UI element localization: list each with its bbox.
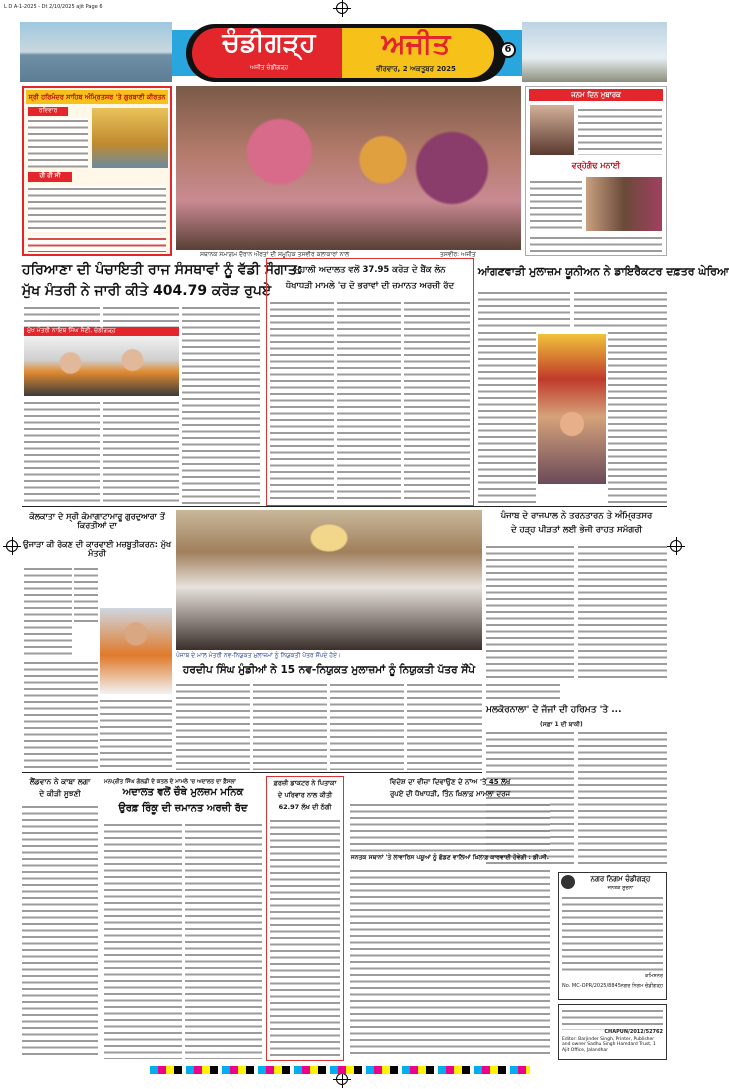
anganwadi-protest-photo bbox=[538, 334, 606, 484]
subhead-haryana: ਮੁੱਖ ਮੰਤਰੀ ਨੇ ਜਾਰੀ ਕੀਤੇ 404.79 ਕਰੋੜ ਰੁਪਏ bbox=[22, 283, 272, 299]
minister-photo bbox=[100, 608, 172, 694]
subhead-landvan: ਦੇ ਕੀੜੀ ਸੂਝਣੀ bbox=[39, 789, 81, 798]
amount-fake-doctor: 62.97 ਲੱਖ ਦੀ ਠੱਗੀ bbox=[278, 803, 332, 811]
masthead-oval bbox=[186, 24, 506, 82]
masthead-brand: ਅਜੀਤ bbox=[381, 27, 451, 60]
print-slug: L D A-1-2025 - Dt 2/10/2025 ajit Page 6 bbox=[4, 4, 103, 10]
main-photo-credit: ਤਸਵੀਰ: ਅਜੀਤ bbox=[440, 251, 476, 258]
imprint-text: Editor: Barjinder Singh, Printer, Publisher and owner Sadhu Singh Hamdard Trust, 1 Ajit Office, Jalandhar bbox=[562, 1037, 656, 1053]
municipal-notice bbox=[558, 872, 667, 1000]
anniversary-title: ਵਰ੍ਹੇਗੰਢ ਮਨਾਈ bbox=[571, 161, 621, 170]
kicker-court: ਮਨਪ੍ਰੀਤ ਸਿੰਘ ਗੋਲਡੀ ਦੇ ਕਤਲ ਦੇ ਮਾਮਲੇ 'ਚ ਅਦਾਲਤ ਦਾ ਫ਼ੈਸਲਾ bbox=[104, 779, 236, 785]
left-box-label: ਹੀ ਹੀ ਸੀ bbox=[28, 172, 72, 182]
masthead-tagline: ਅਜੀਤ ਚੰਡੀਗੜ੍ਹ bbox=[249, 64, 289, 71]
headline-visa-fraud: ਵਿਦੇਸ਼ ਦਾ ਵੀਜ਼ਾ ਦਿਵਾਉਣ ਦੇ ਨਾਂਅ 'ਤੇ 45 ਲੱਖ bbox=[389, 778, 511, 786]
notice-ref: No. MC-OPR/2025/8845 bbox=[562, 983, 621, 989]
masthead-lake-photo bbox=[20, 22, 172, 82]
headline-fake-doctor: ਫ਼ਰਜ਼ੀ ਡਾਕਟਰ ਨੇ ਪਿਤਾਕਾ bbox=[273, 779, 337, 787]
haryana-photo-label: ਮੁੱਖ ਮੰਤਰੀ ਨਾਇਬ ਸਿੰਘ ਸੈਣੀ, ਚੰਡੀਗੜ੍ਹ bbox=[24, 327, 179, 336]
headline-landvan: ਲੈਂਡਵਾਨ ਨੇ ਕਾਬਾ ਲਗਾ bbox=[29, 777, 91, 786]
masthead-date: ਵੀਰਵਾਰ, 2 ਅਕਤੂਬਰ 2025 bbox=[376, 65, 456, 73]
subhead-kolkata: ਉਜਾੜਾ ਕੀ ਰੋਕਣ ਦੀ ਕਾਰਵਾਈ ਮਜ਼ਬੂਤੀਕਰਨ: ਮੁੱਖ ਮੰਤਰੀ bbox=[22, 540, 172, 559]
headline-governor: ਪੰਜਾਬ ਦੇ ਰਾਜਪਾਲ ਨੇ ਤਰਨਤਾਰਨ ਤੇ ਅੰਮ੍ਰਿਤਸਰ bbox=[500, 511, 653, 521]
color-calibration-bar bbox=[150, 1066, 530, 1074]
headline-stray-cattle: ਜਨਤਕ ਸਥਾਨਾਂ 'ਤੇ ਲਾਵਾਰਿਸ ਪਸ਼ੂਆਂ ਨੂੰ ਛੱਡਣ ਵਾਲਿਆਂ ਖ਼ਿਲਾਫ਼ ਕਾਰਵਾਈ ਹੋਵੇਗੀ : ਡੀ.ਸੀ. bbox=[350, 854, 550, 861]
headline-court: ਅਦਾਲਤ ਵਲੋਂ ਚੌਥੇ ਮੁਲਜ਼ਮ ਮਨਿਕ bbox=[122, 787, 244, 798]
headline-kolkata: ਕੋਲਕਾਤਾ ਦੇ ਸ੍ਰੀ ਕੋਮਾਗਾਟਾਮਾਰੂ ਗੁਰਦੁਆਰਾ ਤੋਂ ਕਿਰਤੀਆਂ ਦਾ bbox=[29, 512, 165, 531]
subhead-visa-fraud: ਰੁਪਏ ਦੀ ਧੋਖਾਧੜੀ, ਤਿੰਨ ਖ਼ਿਲਾਫ਼ ਮਾਮਲਾ ਦਰਜ bbox=[389, 790, 511, 798]
notice-title: ਨਗਰ ਨਿਗਮ ਚੰਡੀਗੜ੍ਹ bbox=[590, 875, 651, 883]
appointment-letters-photo bbox=[176, 510, 482, 650]
headline-haryana: ਹਰਿਆਣਾ ਦੀ ਪੰਚਾਇਤੀ ਰਾਜ ਸੰਸਥਾਵਾਂ ਨੂੰ ਵੱਡੀ ਸੌਗਾਤ: bbox=[22, 262, 303, 278]
greetings-column bbox=[525, 86, 667, 256]
masthead-city: ਚੰਡੀਗੜ੍ਹ bbox=[222, 28, 316, 58]
subhead-governor: ਦੇ ਹੜ੍ਹ ਪੀੜਤਾਂ ਲਈ ਭੇਜੀ ਰਾਹਤ ਸਮੱਗਰੀ bbox=[510, 525, 643, 535]
appointment-photo-caption: ਪੰਜਾਬ ਦੇ ਮਾਲ ਮੰਤਰੀ ਨਵ-ਨਿਯੁਕਤ ਮੁਲਾਜ਼ਮਾਂ ਨੂੰ ਨਿਯੁਕਤੀ ਪੱਤਰ ਸੌਂਪਦੇ ਹੋਏ। bbox=[176, 652, 342, 659]
subhead-fake-doctor: ਦੇ ਪਰਿਵਾਰ ਨਾਲ ਕੀਤੀ bbox=[277, 791, 333, 799]
mc-logo-icon bbox=[561, 875, 575, 889]
notice-subtitle: ਜਨਤਕ ਸੂਚਨਾ bbox=[607, 885, 634, 891]
masthead-monument-photo bbox=[522, 22, 667, 82]
haryana-cm-photo bbox=[24, 336, 179, 396]
left-box-title: ਸ੍ਰੀ ਹਰਿਮੰਦਰ ਸਾਹਿਬ ਅੰਮ੍ਰਿਤਸਰ 'ਤੇ ਗੁਰਬਾਣੀ ਕੀਰਤਨ bbox=[26, 90, 168, 104]
registration-mark-icon bbox=[6, 540, 18, 552]
imprint-box bbox=[558, 1004, 667, 1060]
main-group-photo bbox=[176, 86, 521, 250]
birthday-photo bbox=[530, 105, 574, 155]
subhead-bank-loan: ਧੋਖਾਧੜੀ ਮਾਮਲੇ 'ਚ ਦੋ ਭਰਾਵਾਂ ਦੀ ਜ਼ਮਾਨਤ ਅਰਜ਼ੀ ਰੱਦ bbox=[285, 281, 455, 291]
headline-judges: ਮਲਕੋਰਨਾਲਾ' ਦੇ ਜੱਜਾਂ ਦੀ ਹਰਿਮਤ 'ਤੇ ... bbox=[486, 705, 622, 715]
left-box bbox=[22, 86, 172, 256]
registration-number: CHAPUN/2012/52762 bbox=[604, 1029, 663, 1035]
notice-sign-label: ਕਮਿਸ਼ਨਰ bbox=[645, 973, 663, 979]
registration-mark-icon bbox=[336, 1073, 348, 1085]
left-box-subtitle: ਰਵਿਵਾਰ bbox=[28, 107, 68, 116]
headline-anganwadi: ਆਂਗਣਵਾੜੀ ਮੁਲਾਜ਼ਮ ਯੂਨੀਅਨ ਨੇ ਡਾਇਰੈਕਟਰ ਦਫ਼ਤਰ ਘੇਰਿਆ bbox=[478, 265, 729, 278]
main-photo-caption: ਸਥਾਨਕ ਸਮਾਗਮ ਦੌਰਾਨ ਔਰਤਾਂ ਦੀ ਸਮੂਹਿਕ ਤਸਵੀਰ ਕਲਾਕਾਰਾਂ ਨਾਲ bbox=[200, 251, 350, 258]
headline-bank-loan: ਮੁਹਾਲੀ ਅਦਾਲਤ ਵਲੋਂ 37.95 ਕਰੋੜ ਦੇ ਬੈਂਕ ਲੋਨ bbox=[294, 265, 446, 275]
headline-mundian: ਹਰਦੀਪ ਸਿੰਘ ਮੁੰਡੀਆਂ ਨੇ 15 ਨਵ-ਨਿਯੁਕਤ ਮੁਲਾਜ਼ਮਾਂ ਨੂੰ ਨਿਯੁਕਤੀ ਪੱਤਰ ਸੌਂਪੇ bbox=[182, 664, 476, 676]
subhead-court: ਉਰਫ਼ ਰਿੰਕੂ ਦੀ ਜ਼ਮਾਨਤ ਅਰਜ਼ੀ ਰੱਦ bbox=[118, 803, 248, 814]
birthday-title: ਜਨਮ ਦਿਨ ਮੁਬਾਰਕ bbox=[529, 89, 663, 101]
registration-mark-icon bbox=[670, 540, 682, 552]
anniversary-photo bbox=[586, 177, 662, 231]
notice-signatory: ਨਗਰ ਨਿਗਮ ਚੰਡੀਗੜ੍ਹ bbox=[620, 983, 663, 989]
registration-mark-icon bbox=[336, 2, 348, 14]
golden-temple-photo bbox=[92, 108, 168, 168]
page-number: 6 bbox=[500, 42, 516, 58]
continued-label: (ਸਫ਼ਾ 1 ਦੀ ਬਾਕੀ) bbox=[540, 721, 583, 728]
